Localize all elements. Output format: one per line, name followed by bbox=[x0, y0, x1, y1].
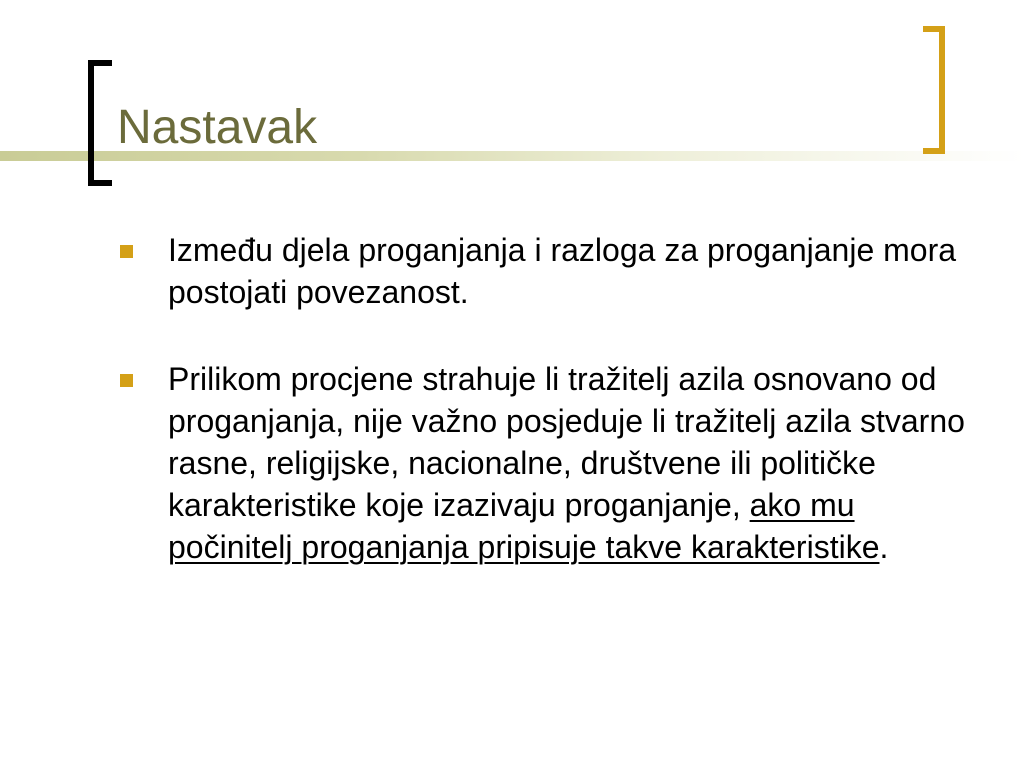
square-bullet-icon bbox=[120, 245, 133, 258]
right-bracket-icon bbox=[923, 26, 945, 154]
bullet-item bbox=[116, 229, 966, 313]
bullet-item bbox=[116, 358, 966, 568]
bullet-trailing-text: . bbox=[879, 529, 889, 565]
square-bullet-icon bbox=[120, 374, 133, 387]
slide-title: Nastavak bbox=[117, 101, 318, 154]
bullet-list bbox=[116, 229, 966, 568]
bullet-text: Između djela proganjanja i razloga za proganjanje mora postojati povezanost. bbox=[168, 232, 957, 310]
left-bracket-icon bbox=[88, 60, 112, 186]
bullet-text: Prilikom procjene strahuje li tražitelj azila osnovano od proganjanja, nije važno posjeduje li tražitelj azila stvarno rasne, religijske, nacionalne, društvene ili političke karakteristike koje izazivaju proganjanje, bbox=[168, 361, 965, 523]
bullet-underlined-text: ako mu počinitelj proganjanja pripisuje takve karakteristike bbox=[168, 487, 880, 565]
